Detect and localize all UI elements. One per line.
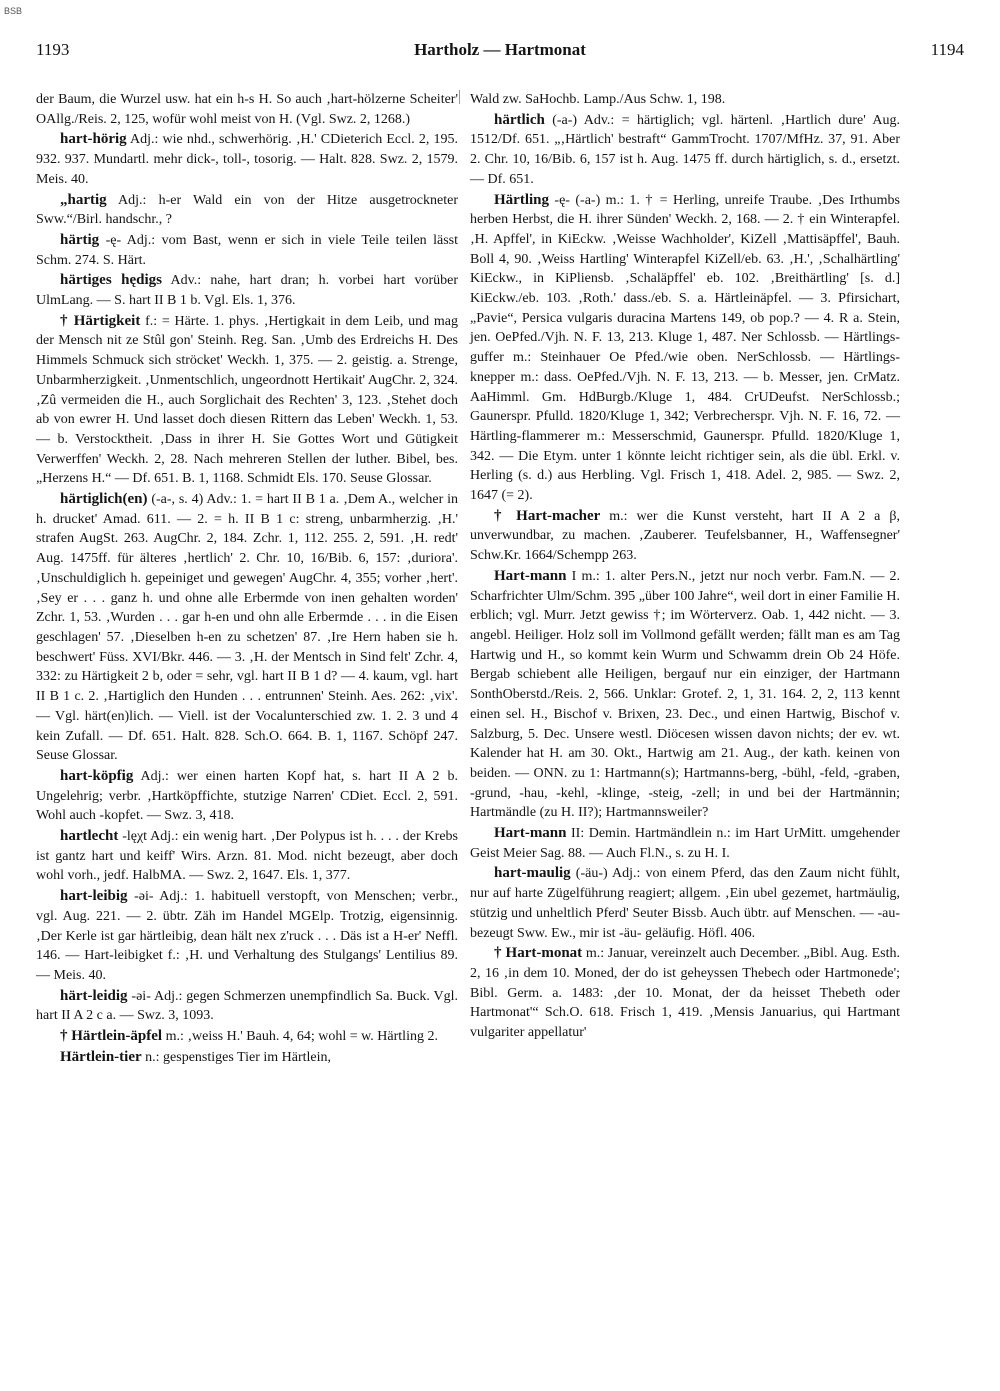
entry-headword: † Hart-monat: [494, 945, 583, 962]
entry-headword: härtiges hędigs: [60, 272, 163, 289]
dictionary-entry: [36, 312, 458, 489]
entry-text: Adj.: wie nhd., schwerhörig. ‚H.' CDieterich Eccl. 2, 195. 932. 937. Mundartl. mehr dick-, toll-, tosorig. — Halt. 828. Swz. 2, 1579. Meis. 40.: [36, 132, 458, 187]
dictionary-entry: [470, 567, 900, 823]
entry-text: -ę- Adj.: vom Bast, wenn er sich in viele Teile teilen lässt Schm. 274. S. Härt.: [36, 232, 458, 268]
entry-text: -əi- Adj.: 1. habituell verstopft, von Menschen; verbr., vgl. Aug. 221. — 2. übtr. Zäh im Handel MGElp. Trotzig, eigensinnig. ‚Der Kerle ist gar härtleibig, dean hält nex z'ruck . . . Däs ist a H-er' Neffl. 146. — Hart-leibigket f.: ‚H. und Verhaltung des Stulgangs' Lentilius 89. — Meis. 40.: [36, 889, 458, 983]
entry-headword: hart-leibig: [60, 888, 128, 905]
dictionary-entry: [36, 767, 458, 826]
dictionary-entry: [36, 1048, 458, 1068]
entry-text: m.: ‚weiss H.' Bauh. 4, 64; wohl = w. Härtling 2.: [162, 1029, 438, 1045]
entry-text: m.: Januar, vereinzelt auch December. „Bibl. Aug. Esth. 2, 16 ‚in dem 10. Moned, der do ist geheyssen Thebech oder Hartmonede'; Bibl. Germ. a. 1483: ‚der 10. Monat, der da heisset Thebeth oder Hartmonat'“ Sch.O. 618. Frisch 1, 419. ‚Mensis Januarius, qui Hartmant vulgariter appellatur': [470, 946, 900, 1041]
dictionary-entry: [470, 507, 900, 566]
entry-headword: Hart-mann: [494, 567, 567, 584]
entry-text: II: Demin. Hartmändlein n.: im Hart UrMitt. umgehender Geist Meier Sag. 88. — Auch Fl.N., s. zu H. I.: [470, 826, 900, 861]
entry-headword: härtlich: [494, 111, 545, 128]
dictionary-entry: [470, 944, 900, 1043]
page-number-left: 1193: [36, 40, 70, 59]
entry-text: (-a-) Adv.: = härtiglich; vgl. härtenl. ‚Hartlich dure' Aug. 1512/Df. 651. „‚Härtlich' bestraft“ GammTrocht. 1707/MfHz. 37, 91. Aber 2. Chr. 10, 16/Bib. 6, 157 ist h. Aug. 1475 ff. durch härtiglich, s. d., ersetzt. — Df. 651.: [470, 112, 900, 187]
entry-text: Wald zw. SaHochb. Lamp./Aus Schw. 1, 198.: [470, 92, 726, 107]
entry-headword: Härtlein-tier: [60, 1048, 142, 1065]
entry-text: Adv.: nahe, hart dran; h. vorbei hart vorüber UlmLang. — S. hart II B 1 b. Vgl. Els. 1, 376.: [36, 273, 458, 309]
entry-headword: † Härtlein-äpfel: [60, 1028, 163, 1045]
entry-text: -əi- Adj.: gegen Schmerzen unempfindlich Sa. Buck. Vgl. hart II A 2 c a. — Swz. 3, 1093.: [36, 988, 458, 1024]
entry-text: Adj.: wer einen harten Kopf hat, s. hart II A 2 b. Ungelehrig; verbr. ‚Hartköpffichte, stutzige Narren' CDiet. Eccl. 2, 591. Wohl auch -kopfet. — Swz. 3, 418.: [36, 768, 458, 824]
entry-text: -lęχt Adj.: ein wenig hart. ‚Der Polypus ist h. . . . der Krebs ist gantz hart und keiff' Wirs. Arzn. 81. Mod. nicht bezeugt, aber doch wohl vorh., jedf. HalbMA. — Swz. 2, 1647. Els. 1, 377.: [36, 829, 458, 884]
entry-headword: hartlecht: [60, 828, 119, 845]
entry-text: -ę- (-a-) m.: 1. † = Herling, unreife Traube. ‚Des Irthumbs herben Herbst, die H. ihrer Sünden' Weckh. 2, 168. — 2. † ein Winterapfel. ‚H. Apffel', in KiEckw. ‚Weisse Wachholder', KiZell ‚Mattisäpffel', Bauh. Boll 4, 90. ‚Weiss Hartling' Winterapfel KiZell/eb. 63. ‚H.', ‚Schalhärtling' KiEckw., in KiPliensb. ‚Schaläpffel' eb. 102. ‚Breithärtling' [s. d.] KiEckw./eb. 103. ‚Roth.' dass./eb. S. a. Härtleinäpfel. — 3. Pfirsichart, „Pavie“, Persica vulgaris duracina Martens 149, ob pop.? — 4. R a. Stein, jen. OePfed./Vjh. N. F. 13, 213. Kluge 1, 487. Ner Schlossb. — Härtlings-guffer m.: Steinhauer Oe Pfed./wie oben. NerSchlossb. — Härtlings-knepper m.: dass. OePfed./Vjh. N. F. 13, 213. — b. Messer, jen. CrMatz. AaHimml. Gm. HdBurgb./Kluge 1, 484. CrUDeufst. NerSchlossb.; Gaunerspr. Pfulld. 1820/Kluge 1, 342; Verbrecherspr. Vjh. N. F. 16, 72. — Härtling-flammerer m.: Messerschmid, Gaunerspr. Pfulld. 1820/Kluge 1, 342. — Die Etym. unter 1 könnte leicht richtiger sein, als die übl. Erkl. v. Herling (s. d.) aus Herbling. Vgl. Frisch 1, 418. Adel. 2, 985. — Swz. 2, 1647 (= 2).: [470, 192, 900, 504]
entry-headword: hart-köpfig: [60, 767, 134, 784]
entry-text: I m.: 1. alter Pers.N., jetzt nur noch verbr. Fam.N. — 2. Scharfrichter Ulm/Schm. 395 „über 100 Jahre“, weil dort in einer Familie H. erblich; vgl. Murr. Jetzt gewiss †; im Wörterverz. Oab. 1, 442 nicht. — 3. angebl. Heiliger. Holz soll im Vollmond gefällt werden; fällt man es am Tag Hartwig und H., so kommt kein Wurm und Schwamm drein Ob 24 Höfe. Bergab schiebent alle Heiligen, bergauf nur ein einziger, der Hartmann SonthOberstd./Reis. 2, 566. Unklar: Grotef. 2, 1, 31. 164. 2, 2, 113 kennt einen sel. H., Bischof v. Brixen, 23. Dec., und einen Hartwig, Bischof v. Salzburg, 5. Dec. Unsere westl. Diöcesen wissen davon nichts; der ev. wt. Kalender hat H. am 30. Okt., Hartwig am 21. Aug., der kath. keinen von beiden. — ONN. zu 1: Hartmann(s); Hartmanns-berg, -bühl, -feld, -graben, -grund, -hau, -kehl, -klinge, -steig, -zell; in und bei der Hartmännin; Hartmändle (zu H. II?); Hartmannsweiler?: [470, 568, 900, 821]
dictionary-entry: [470, 111, 900, 190]
entry-text: n.: gespenstiges Tier im Härtlein,: [141, 1049, 332, 1065]
dictionary-entry: [36, 1027, 458, 1047]
dictionary-entry: [36, 887, 458, 986]
dictionary-entry: [470, 824, 900, 863]
running-title: Hartholz — Hartmonat: [414, 40, 586, 59]
dictionary-entry: [36, 90, 458, 129]
entry-headword: härt-leidig: [60, 987, 128, 1004]
dictionary-entry: [470, 864, 900, 943]
entry-text: m.: wer die Kunst versteht, hart II A 2 a β, unverwundbar, zu machen. ‚Zauberer. Teufelsbanner, H., Waffensegner' Schw.Kr. 1664/Schempp 263.: [470, 508, 900, 564]
dictionary-entry: [36, 130, 458, 189]
dictionary-entry: [36, 231, 458, 270]
entry-headword: hart-hörig: [60, 131, 127, 148]
dictionary-entry: [470, 90, 900, 110]
entry-headword: härtig: [60, 231, 100, 248]
entry-text: (-a-, s. 4) Adv.: 1. = hart II B 1 a. ‚Dem A., welcher in h. drucket' Amad. 611. — 2. = h. II B 1 c: streng, unbarmherzig. ‚H.' strafen AugSt. 263. AugChr. 2, 184. Zchr. 1, 112. 255. 2, 591. ‚H. redt' Aug. 1475ff. für älteres ‚hertlich' 2. Chr. 10, 16/Bib. 6, 157: ‚duriora'. ‚Unschuldiglich h. gepeiniget und gewegen' AugChr. 4, 355; vorher ‚hert'. ‚Sey er . . . ganz h. und ohne alle Erbermde von inen gehalten worden' Zchr. 1, 53. ‚Wurden . . . gar h-en und ohn alle Erbermde . . . in die Eisen geschlagen' 57. ‚Dieselben h-en zu schetzen' 87. ‚Ire Hern haben sie h. beschwert' Füss. XVI/Bkr. 446. — 3. ‚H. der Mentsch in Sind felt' Zchr. 4, 332: zu Härtigkeit 2 b, oder = sehr, vgl. hart II B 1 d? — 4. kaum, vgl. hart II B 1 c. 2. ‚Hartiglich den Hunden . . . entrunnen' Steinh. Aes. 262: ‚vix'. — Vgl. härt(en)lich. — Viell. ist der Vocalunterschied zw. 1. 2. 3 und 4 kein Zufall. — Df. 651. Halt. 828. Sch.O. 664. B. 1, 1167. Schöpf 247. Seuse Glossar.: [36, 492, 458, 764]
dictionary-entry: [36, 271, 458, 310]
entry-text: (-äu-) Adj.: von einem Pferd, das den Zaum nicht fühlt, nur auf harte Zügelführung reagiert; allgem. ‚Ein ubel gezemet, hartmäulig, stützig und unheltlich Pferd' Seuter Bissb. Auch übtr. auf Menschen. — -au- bezeugt Sww. Ew., mir ist -äu- geläufig. Höfl. 406.: [470, 866, 900, 941]
entry-headword: † Härtigkeit: [60, 312, 141, 329]
library-stamp: BSB: [4, 6, 23, 16]
entry-headword: „hartig: [60, 191, 107, 208]
dictionary-entry: [470, 191, 900, 506]
dictionary-entry: [36, 987, 458, 1026]
dictionary-entry: [36, 827, 458, 886]
column-divider: [459, 90, 460, 104]
entry-text: f.: = Härte. 1. phys. ‚Hertigkait in dem Leib, und mag der Mensch nit ze Stûl gon' Steinh. Reg. San. ‚Umb des Erdreichs H. Des Himmels Schmuck sich ströcket' Weckh. 1, 375. — 2. geistig. a. Strenge, Unbarmherzigkeit. ‚Unmentschlich, ungeordnott Hertikait' AugChr. 2, 324. ‚Zû vermeiden die H., auch Sorglichait des Rechten' 3, 123. ‚Stehet doch ab von ewrer H. Und lasset doch diesen Rittern das Leben' Weckh. 1, 53. — b. Verstocktheit. ‚Dass in ihrer H. Sie Gottes Wort und Gütigkeit Verwerffen' Weckh. 2, 28. Nach mehreren Stellen der luther. Bibel, bes. „Herzens H.“ — Df. 651. B. 1, 1168. Schmidt Els. 170. Seuse Glossar.: [36, 313, 458, 487]
page-number-right: 1194: [930, 40, 964, 59]
entry-text: Adj.: h-er Wald ein von der Hitze ausgetrockneter Sww.“/Birl. handschr., ?: [36, 192, 458, 228]
page-header: [36, 40, 964, 64]
entry-headword: Hart-mann: [494, 825, 567, 842]
entry-headword: härtiglich(en): [60, 491, 148, 508]
entry-text: der Baum, die Wurzel usw. hat ein h-s H. So auch ‚hart-hölzerne Scheiter' OAllg./Reis. 2, 125, wofür wohl meist von H. (Vgl. Swz. 2, 1268.): [36, 92, 458, 127]
left-column: [36, 90, 458, 1068]
right-column: [470, 90, 900, 1044]
dictionary-entry: [36, 191, 458, 230]
entry-headword: † Hart-macher: [494, 507, 601, 524]
dictionary-entry: [36, 490, 458, 766]
entry-headword: Härtling: [494, 191, 549, 208]
entry-headword: hart-maulig: [494, 865, 571, 882]
